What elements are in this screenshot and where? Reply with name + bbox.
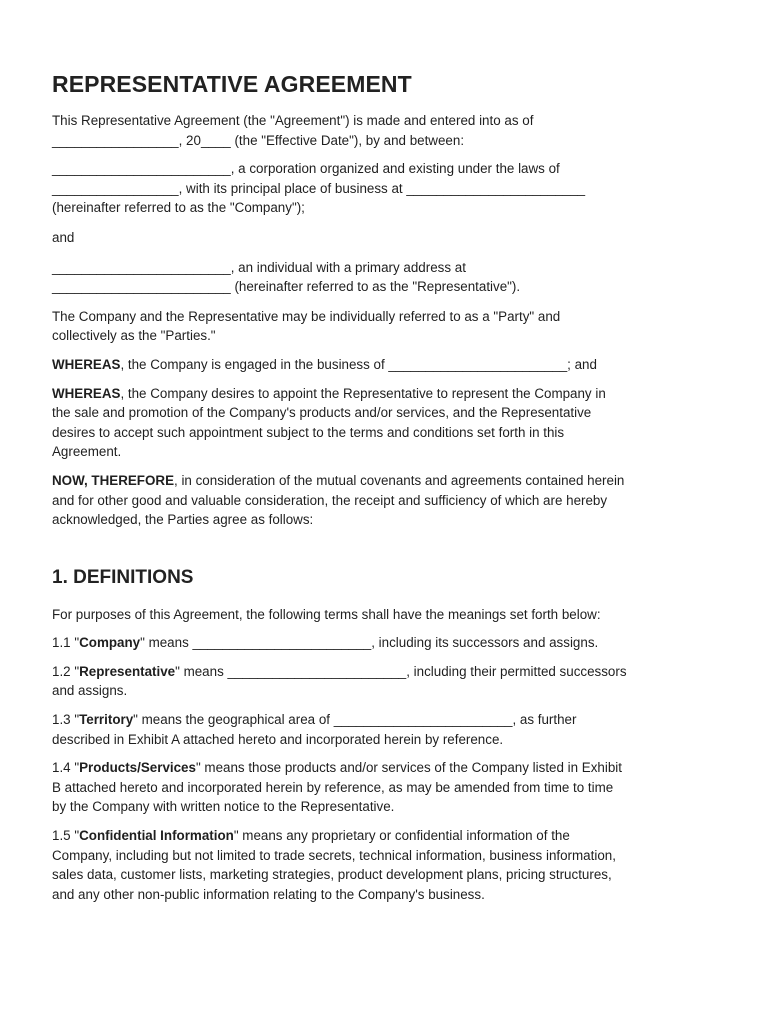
definitions-intro: For purposes of this Agreement, the following terms shall have the meanings set forth below: [52, 606, 601, 622]
intro-paragraph: This Representative Agreement (the "Agreement") is made and entered into as of _________________, 20____ (the "Effective Date"), by and between: [52, 113, 534, 148]
definition-term: Products/Services [79, 760, 196, 776]
definition-item-products-services: 1.4 "Products/Services" means those products and/or services of the Company listed in Exhibit B attached hereto and incorporated herein by reference, as may be amended from time to time by the Company with written notice to the Representative. [52, 760, 622, 815]
definition-term: Representative [79, 663, 176, 679]
definition-item-company: 1.1 "Company" means ________________________, including its successors and assigns. [52, 635, 599, 651]
document-page [52, 70, 722, 913]
definition-term: Confidential Information [79, 828, 234, 844]
parties-note-paragraph: The Company and the Representative may be individually referred to as a "Party" and collectively as the "Parties." [52, 308, 561, 344]
definition-item-confidential-information: 1.5 "Confidential Information" means any proprietary or confidential information of the Company, including but not limited to trade secrets, technical information, business information, sales data, customer lists, marketing strategies, product development plans, pricing structures, and any other non-public information relating to the Company's business. [52, 828, 616, 902]
and-word: and [52, 229, 75, 245]
company-party-paragraph: ________________________, a corporation organized and existing under the laws of _________________, with its principal place of business at ________________________ (hereinafter referred to as the "Company"); [52, 161, 586, 216]
whereas-business-text: , the Company is engaged in the business of ________________________; and [120, 356, 597, 372]
whereas-business-paragraph [52, 355, 722, 375]
now-therefore-paragraph [52, 471, 722, 530]
whereas-appointment-paragraph [52, 384, 722, 462]
whereas-lead: WHEREAS [52, 356, 121, 372]
representative-party-paragraph: ________________________, an individual with a primary address at ________________________ (hereinafter referred to as the "Representative"). [52, 259, 521, 295]
definitions-heading: 1. DEFINITIONS [52, 566, 194, 588]
whereas-appointment-text: , the Company desires to appoint the Representative to represent the Company in the sale and promotion of the Company's products and/or services, and the Representative desires to accept such appointment subject to the terms and conditions set forth in this Agreement. [52, 385, 606, 460]
definition-item-representative: 1.2 "Representative" means ________________________, including their permitted successors and assigns. [52, 663, 627, 699]
definition-item-territory: 1.3 "Territory" means the geographical area of ________________________, as further described in Exhibit A attached hereto and incorporated herein by reference. [52, 712, 577, 747]
whereas-lead: WHEREAS [52, 385, 121, 401]
now-therefore-lead: NOW, THEREFORE [52, 472, 175, 488]
now-therefore-text: , in consideration of the mutual covenants and agreements contained herein and for other good and valuable consideration, the receipt and sufficiency of which are hereby acknowledged, the Parties agree as follows: [52, 472, 625, 528]
definition-term: Territory [79, 712, 134, 728]
document-title: REPRESENTATIVE AGREEMENT [52, 71, 412, 97]
definition-term: Company [79, 635, 141, 651]
